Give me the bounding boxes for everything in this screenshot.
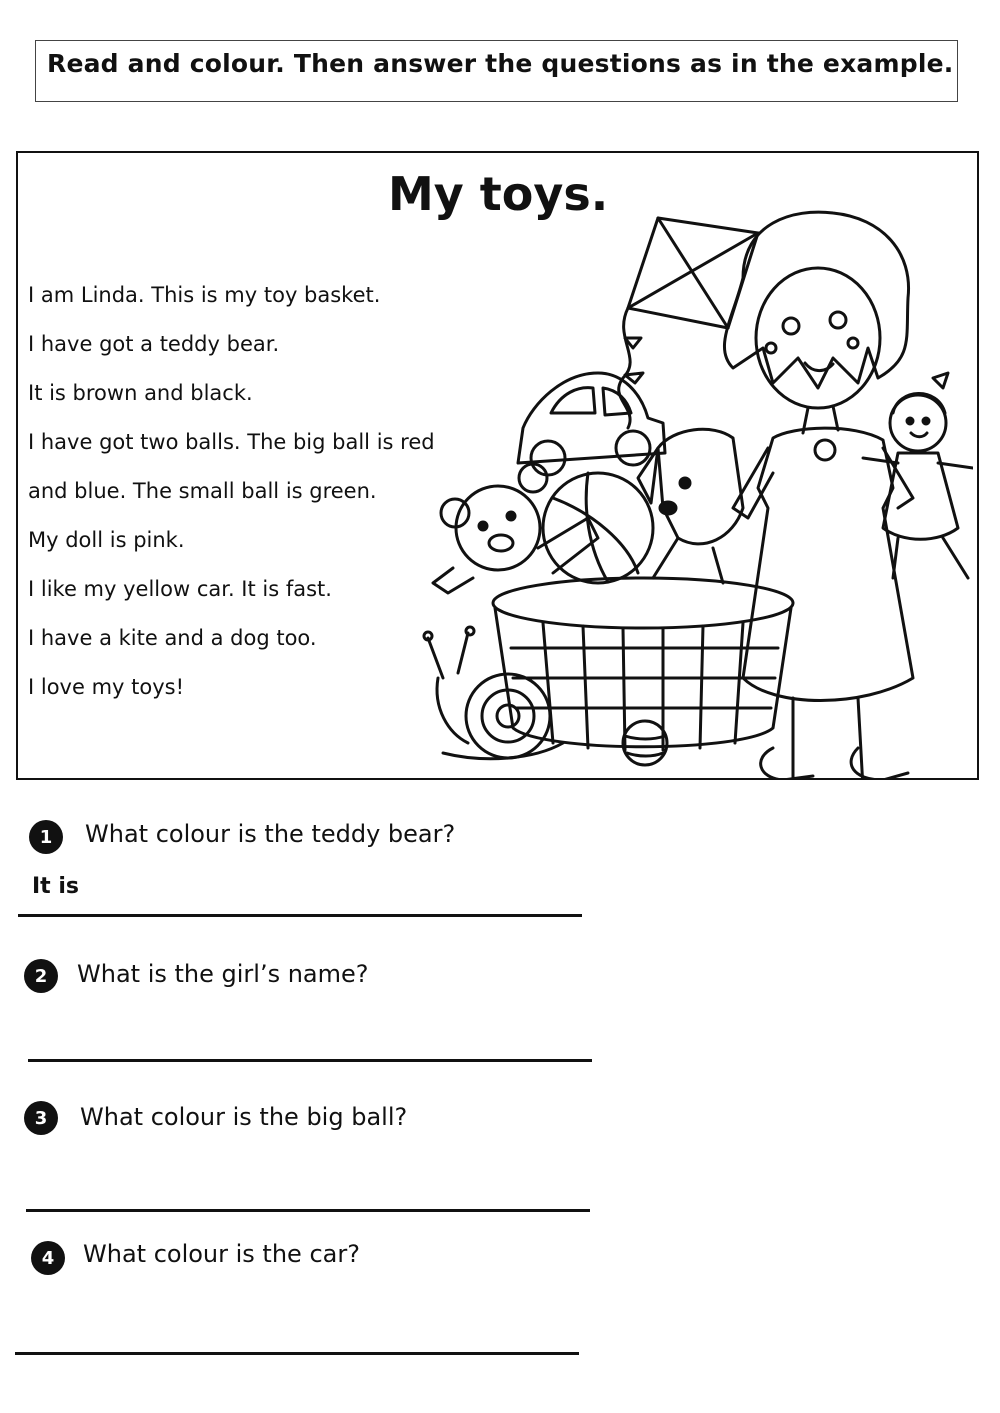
answer-line[interactable] [18,914,582,917]
story-line: I have got two balls. The big ball is red [28,430,435,454]
big-ball-icon [543,473,653,583]
instruction-text: Read and colour. Then answer the questions as in the example. [47,49,954,78]
question-number-badge: 2 [24,959,58,993]
answer-line[interactable] [26,1209,590,1212]
answer-line[interactable] [15,1352,579,1355]
doll-icon [863,373,973,578]
basket-icon [493,578,793,750]
story-line: I have got a teddy bear. [28,332,280,356]
story-line: I love my toys! [28,675,185,699]
dog-icon [638,429,743,583]
question-number-badge: 4 [31,1241,65,1275]
story-line: I am Linda. This is my toy basket. [28,283,381,307]
girl-icon [724,212,913,778]
car-icon [518,373,665,475]
question-number-badge: 1 [29,820,63,854]
teddy-bear-icon [433,464,598,593]
story-line: I like my yellow car. It is fast. [28,577,332,601]
story-line: I have a kite and a dog too. [28,626,317,650]
story-title: My toys. [388,167,609,221]
instruction-box [35,40,958,102]
question-text: What colour is the car? [83,1240,360,1268]
question-text: What colour is the teddy bear? [85,820,456,848]
question-text: What is the girl’s name? [77,960,369,988]
small-ball-icon [623,721,667,765]
story-box [16,151,979,780]
story-line: It is brown and black. [28,381,253,405]
story-line: My doll is pink. [28,528,185,552]
story-line: and blue. The small ball is green. [28,479,377,503]
girl-with-toys-illustration [413,208,973,778]
question-text: What colour is the big ball? [80,1103,408,1131]
question-number-badge: 3 [24,1101,58,1135]
answer-line[interactable] [28,1059,592,1062]
answer-prefix: It is [32,874,79,899]
